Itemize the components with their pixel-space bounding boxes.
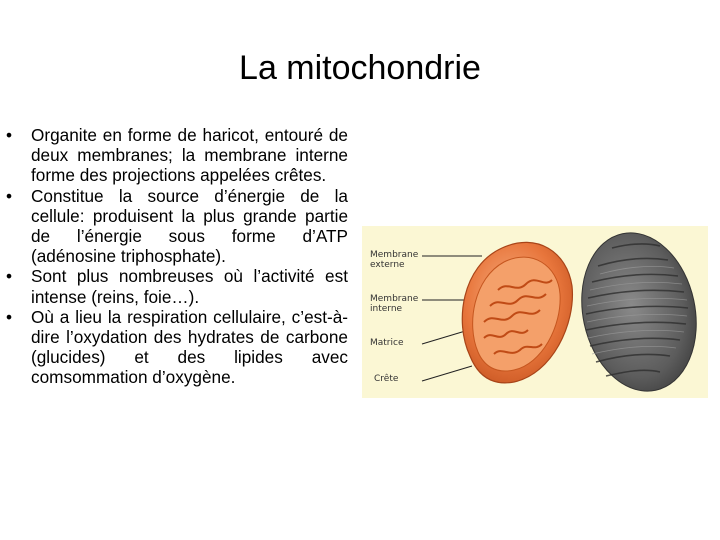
bullet-dot: • (6, 125, 13, 145)
mitochondria-cutaway (462, 242, 572, 382)
bullet-text: Constitue la source d’énergie de la cellule: produisent la plus grande partie de l’énergie sous forme d’ATP (adénosine triphosphate). (31, 185, 348, 267)
mitochondria-figure (362, 226, 708, 398)
label-line: Membrane (370, 250, 419, 260)
label-membrane-interne (370, 294, 418, 314)
bullet-list (6, 125, 348, 388)
label-membrane-externe (370, 250, 418, 270)
bullet-text: Sont plus nombreuses où l’activité est intense (reins, foie…). (31, 266, 348, 307)
bullet-text: Organite en forme de haricot, entouré de deux membranes; la membrane interne forme des projections appelées crêtes. (31, 125, 348, 186)
bullet-item (6, 266, 348, 306)
label-crete: Crête (374, 374, 399, 384)
bullet-item (6, 125, 348, 186)
mitochondria-micrograph (568, 226, 708, 398)
slide-title: La mitochondrie (239, 49, 481, 87)
bullet-text: Où a lieu la respiration cellulaire, c’est-à-dire l’oxydation des hydrates de carbone (glucides) et des lipides avec comsommation d’oxygène. (31, 306, 348, 388)
bullet-item (6, 186, 348, 267)
bullet-dot: • (6, 266, 13, 287)
label-line: externe (370, 260, 405, 270)
bullet-dot: • (6, 185, 13, 206)
bullet-item (6, 307, 348, 388)
label-matrice: Matrice (370, 338, 404, 348)
bullet-dot: • (6, 306, 13, 327)
label-line: interne (370, 304, 403, 314)
label-line: Membrane (370, 294, 419, 304)
